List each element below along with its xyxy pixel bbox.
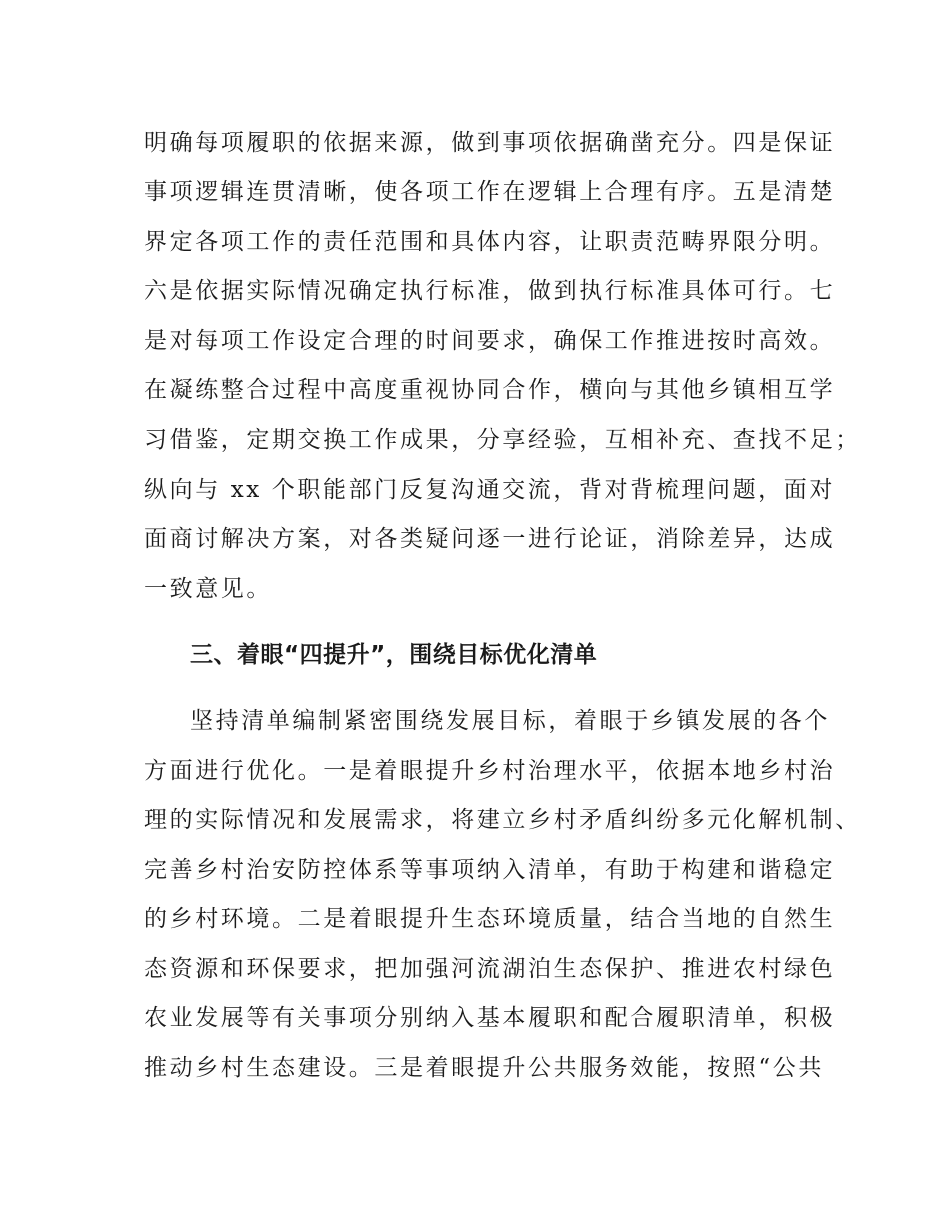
paragraph-line: 明确每项履职的依据来源，做到事项依据确凿充分。四是保证 (144, 130, 836, 156)
paragraph-line: 纵向与 xx 个职能部门反复沟通交流，背对背梳理问题，面对 (144, 477, 835, 503)
paragraph-line: 六是依据实际情况确定执行标准，做到执行标准具体可行。七 (144, 278, 836, 304)
paragraph-line: 方面进行优化。一是着眼提升乡村治理水平，依据本地乡村治 (144, 758, 836, 784)
paragraph-line: 界定各项工作的责任范围和具体内容，让职责范畴界限分明。 (144, 229, 836, 255)
paragraph-line: 理的实际情况和发展需求，将建立乡村矛盾纠纷多元化解机制、 (144, 807, 861, 833)
paragraph-line: 事项逻辑连贯清晰，使各项工作在逻辑上合理有序。五是清楚 (144, 179, 836, 205)
paragraph-line: 的乡村环境。二是着眼提升生态环境质量，结合当地的自然生 (144, 906, 836, 932)
paragraph-line: 一致意见。 (144, 576, 272, 602)
section-heading: 三、着眼“四提升”，围绕目标优化清单 (190, 642, 598, 668)
paragraph-line: 面商讨解决方案，对各类疑问逐一进行论证，消除差异，达成 (144, 526, 836, 552)
paragraph-line: 在凝练整合过程中高度重视协同合作，横向与其他乡镇相互学 (144, 377, 836, 403)
paragraph-line: 习借鉴，定期交换工作成果，分享经验，互相补充、查找不足； (144, 427, 861, 453)
paragraph-line: 农业发展等有关事项分别纳入基本履职和配合履职清单，积极 (144, 1005, 836, 1031)
paragraph-line: 推动乡村生态建设。三是着眼提升公共服务效能，按照“公共 (144, 1055, 824, 1081)
paragraph-line: 是对每项工作设定合理的时间要求，确保工作推进按时高效。 (144, 328, 836, 354)
paragraph-line: 态资源和环保要求，把加强河流湖泊生态保护、推进农村绿色 (144, 956, 836, 982)
paragraph-line: 坚持清单编制紧密围绕发展目标，着眼于乡镇发展的各个 (190, 708, 830, 734)
paragraph-line: 完善乡村治安防控体系等事项纳入清单，有助于构建和谐稳定 (144, 857, 836, 883)
